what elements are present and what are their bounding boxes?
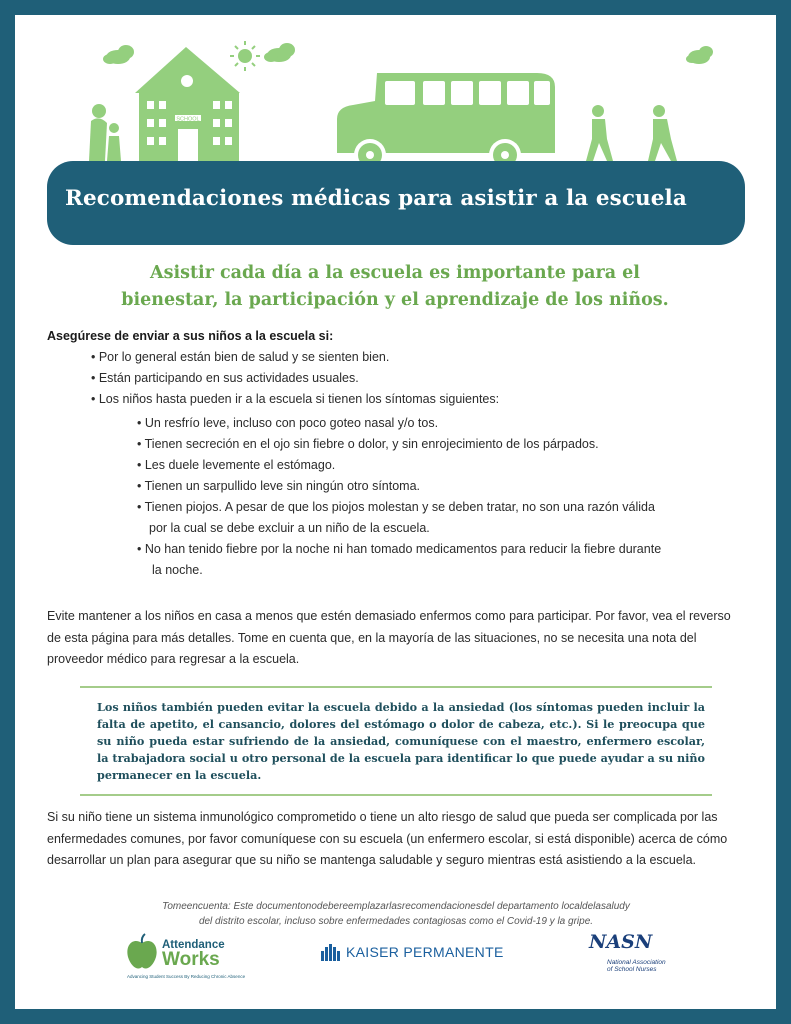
list-item: • Los niños hasta pueden ir a la escuela si tienen los síntomas siguientes:: [91, 392, 500, 406]
nasn-name: NASN: [589, 931, 653, 953]
subtitle-line: bienestar, la participación y el aprendizaje de los niños.: [121, 290, 669, 310]
attendance-tagline: Advancing Student Success By Reducing Chronic Absence: [127, 974, 246, 979]
checklist-intro: Asegúrese de enviar a sus niños a la escuela si:: [47, 329, 334, 343]
divider: [80, 794, 712, 796]
subtitle-line: Asistir cada día a la escuela es importante para el: [150, 263, 640, 283]
parent-and-child-figures: [89, 104, 121, 161]
kaiser-sunburst-icon: [320, 941, 342, 963]
divider: [80, 686, 712, 688]
school-building: [135, 47, 240, 161]
cloud-icon: [686, 46, 713, 64]
school-bus: [337, 73, 555, 171]
apple-icon: [125, 933, 159, 973]
footnote-line: Tomeencuenta: Este documentonodebereemplazarlasrecomendacionesdel departamento localdelasaludy: [162, 901, 630, 912]
attendance-works: Works: [162, 949, 220, 970]
subtitle: [45, 260, 745, 314]
cloud-icon: [264, 43, 295, 62]
page-title: Recomendaciones médicas para asistir a la escuela: [65, 186, 687, 211]
list-item: • Por lo general están bien de salud y se sienten bien.: [91, 350, 390, 364]
symptom-item: • Les duele levemente el estómago.: [137, 458, 336, 472]
walking-students: [586, 105, 677, 161]
list-item: • Están participando en sus actividades usuales.: [91, 371, 359, 385]
school-scene-illustration: [15, 15, 776, 180]
cloud-icon: [103, 45, 134, 64]
symptom-item-continuation: la noche.: [152, 563, 203, 577]
paragraph-avoid: Evite mantener a los niños en casa a menos que estén demasiado enfermos como para participar. Por favor, vea el reverso de esta página para más detalles. Tome en cuenta que, en la mayoría de las situaciones, no se necesita una nota del proveedor médico para regresar a la escuela.: [47, 609, 731, 666]
sun-icon: [230, 41, 260, 71]
symptom-item-continuation: por la cual se debe excluir a un niño de la escuela.: [149, 521, 430, 535]
kaiser-name: KAISER PERMANENTE: [346, 944, 504, 960]
paragraph-immune: Si su niño tiene un sistema inmunológico comprometido o tiene un alto riesgo de salud que pueda ser complicada por las enfermedades comunes, por favor comuníquese con su escuela (un enfermero escolar, si está disponible) acerca de cómo desarrollar un plan para asegurar que su niño se mantenga saludable y seguro mientras está asistiendo a la escuela.: [47, 810, 728, 867]
attendance-title: Attendance: [162, 939, 225, 951]
title-banner: [47, 161, 745, 245]
kaiser-permanente-logo: [320, 940, 510, 964]
symptom-item: • No han tenido fiebre por la noche ni han tomado medicamentos para reducir la fiebre durante: [137, 542, 662, 556]
symptom-item: • Tienen piojos. A pesar de que los piojos molestan y se deben tratar, no son una razón válida: [137, 500, 655, 514]
school-sign: SCHOOL: [176, 116, 200, 123]
footnote-line: del distrito escolar, incluso sobre enfermedades contagiosas como el Covid-19 y la gripe.: [198, 916, 594, 927]
symptom-item: • Tienen un sarpullido leve sin ningún otro síntoma.: [137, 479, 421, 493]
symptom-item: • Tienen secreción en el ojo sin fiebre o dolor, y sin enrojecimiento de los párpados.: [137, 437, 599, 451]
nasn-subtitle: National Association of School Nurses: [607, 959, 666, 973]
anxiety-callout: Los niños también pueden evitar la escuela debido a la ansiedad (los síntomas pueden incluir la falta de apetito, el cansancio, dolores del estómago o dolor de cabeza, etc.). Si le preocupa que su niño pueda estar sufriendo de la ansiedad, comuníquese con el maestro, enfermero escolar, la trabajadora social u otro personal de la escuela para identificar lo que puede ayudar a su niño permanecer en la escuela.: [97, 700, 705, 782]
symptom-item: • Un resfrío leve, incluso con poco goteo nasal y/o tos.: [137, 416, 439, 430]
attendance-works-logo: [125, 929, 246, 985]
footnote: [105, 899, 687, 929]
nasn-logo: [585, 929, 665, 991]
flyer-page: [15, 15, 776, 1009]
